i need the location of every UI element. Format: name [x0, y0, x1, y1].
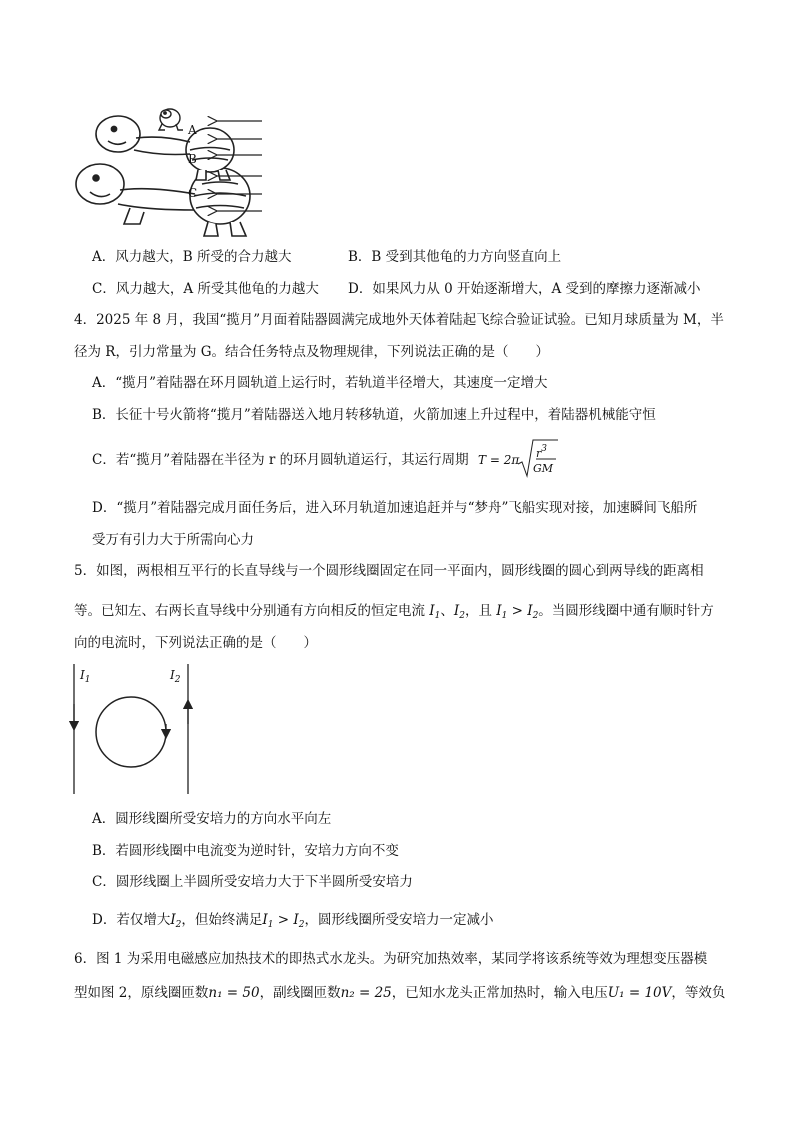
q5-option-c: C．圆形线圈上半圆所受安培力大于下半圆所受安培力 [92, 874, 413, 890]
q3-option-d: D．如果风力从 0 开始逐渐增大，A 受到的摩擦力逐渐减小 [348, 281, 701, 297]
numerator-exponent: 3 [541, 444, 547, 454]
circular-coil [96, 697, 166, 767]
q5-stem-line-2: 等。已知左、右两长直导线中分别通有方向相反的恒定电流 $I_1$、$I_2$，且 $I_1 > I_2$。当圆形线圈中通有顺时针方 [74, 603, 714, 621]
q5-stem-line-1: 5．如图，两根相互平行的长直导线与一个圆形线圈固定在同一平面内，圆形线圈的圆心到两导线的距离相 [74, 563, 704, 579]
label-c: C [188, 186, 198, 200]
q5-option-a: A．圆形线圈所受安培力的方向水平向左 [92, 811, 332, 827]
q4-option-b: B．长征十号火箭将“揽月”着陆器送入地月转移轨道，火箭加速上升过程中，着陆器机械能守恒 [92, 407, 656, 423]
q3-option-a: A．风力越大，B 所受的合力越大 [92, 249, 292, 265]
q6-part-e: ，已知水龙头正常加热时，输入电压 [391, 985, 608, 1001]
q5-stem-part-a: 等。已知左、右两长直导线中分别通有方向相反的恒定电流 [74, 603, 425, 619]
label-i1-letter: I [80, 668, 85, 682]
q3-option-c: C．风力越大，A 所受其他龟的力越大 [92, 281, 319, 297]
current-i1-symbol: $I_1$ [429, 603, 441, 621]
label-i2-sub: 2 [174, 675, 181, 685]
numerator-var: r [536, 447, 542, 460]
period-formula-denominator: GM [533, 462, 554, 475]
q5-stem-line-3: 向的电流时，下列说法正确的是（ ） [74, 635, 317, 651]
q5-stem-part-c: 。当圆形线圈中通有顺时针方 [538, 603, 714, 619]
inequality-i1-gt-i2: $I_1 > I_2$ [496, 603, 539, 621]
q4-option-d-line-1: D．“揽月”着陆器完成月面任务后，进入环月轨道加速追赶并与“梦舟”飞船实现对接，加速瞬间飞船所 [92, 500, 698, 516]
q6-line-1: 6．图 1 为采用电磁感应加热技术的即热式水龙头。为研究加热效率，某同学将该系统等效为理想变压器模 [74, 951, 708, 967]
q4-option-d-line-2: 受万有引力大于所需向心力 [92, 532, 254, 548]
q6-part-g: ，等效负 [671, 985, 726, 1001]
q6-u1: U₁ = 10V [607, 985, 672, 1001]
label-i2-letter: I [170, 668, 175, 682]
period-formula-lhs: T = 2π [478, 453, 520, 467]
q4-option-c [92, 451, 469, 469]
q5-option-d-part-a: D．若仅增大 [92, 912, 171, 928]
q5-option-b: B．若圆形线圈中电流变为逆时针，安培力方向不变 [92, 843, 399, 859]
q6-part-a: 型如图 2，原线圈匝数 [74, 985, 209, 1001]
q5-stem-part-b: ，且 [464, 603, 492, 619]
q3-option-b: B．B 受到其他龟的力方向竖直向上 [348, 249, 562, 265]
q4-stem-line-2: 径为 R，引力常量为 G。结合任务特点及物理规律，下列说法正确的是（ ） [74, 344, 550, 360]
wind-arrows [210, 115, 265, 215]
label-i1-sub: 1 [84, 675, 91, 685]
current-i2-symbol: $I_2$ [453, 603, 465, 621]
q5-option-d-part-b: ，但始终满足 [181, 912, 263, 928]
q6-line-2 [74, 984, 725, 1002]
q6-n2: n₂ = 25 [340, 985, 392, 1001]
label-a: A [188, 123, 197, 137]
q6-n1: n₁ = 50 [208, 985, 260, 1001]
q5-option-d-i2: $I_2$ [170, 912, 182, 930]
label-i1 [80, 666, 90, 689]
q4-stem-line-1: 4．2025 年 8 月，我国“揽月”月面着陆器圆满完成地外天体着陆起飞综合验证试验。已知月球质量为 M，半 [74, 312, 724, 328]
q5-option-d-inequality: $I_1 > I_2$ [262, 912, 305, 930]
turtle-a-icon [159, 109, 183, 130]
label-b: B [188, 152, 197, 166]
q4-option-a: A．“揽月”着陆器在环月圆轨道上运行时，若轨道半径增大，其速度一定增大 [92, 375, 548, 391]
label-i2 [170, 666, 180, 689]
q6-part-c: ，副线圈匝数 [259, 985, 341, 1001]
q5-option-d [92, 911, 493, 934]
q5-option-d-part-c: ，圆形线圈所受安培力一定减小 [304, 912, 494, 928]
q4-option-c-text: C．若“揽月”着陆器在半径为 r 的环月圆轨道运行，其运行周期 [92, 452, 469, 468]
